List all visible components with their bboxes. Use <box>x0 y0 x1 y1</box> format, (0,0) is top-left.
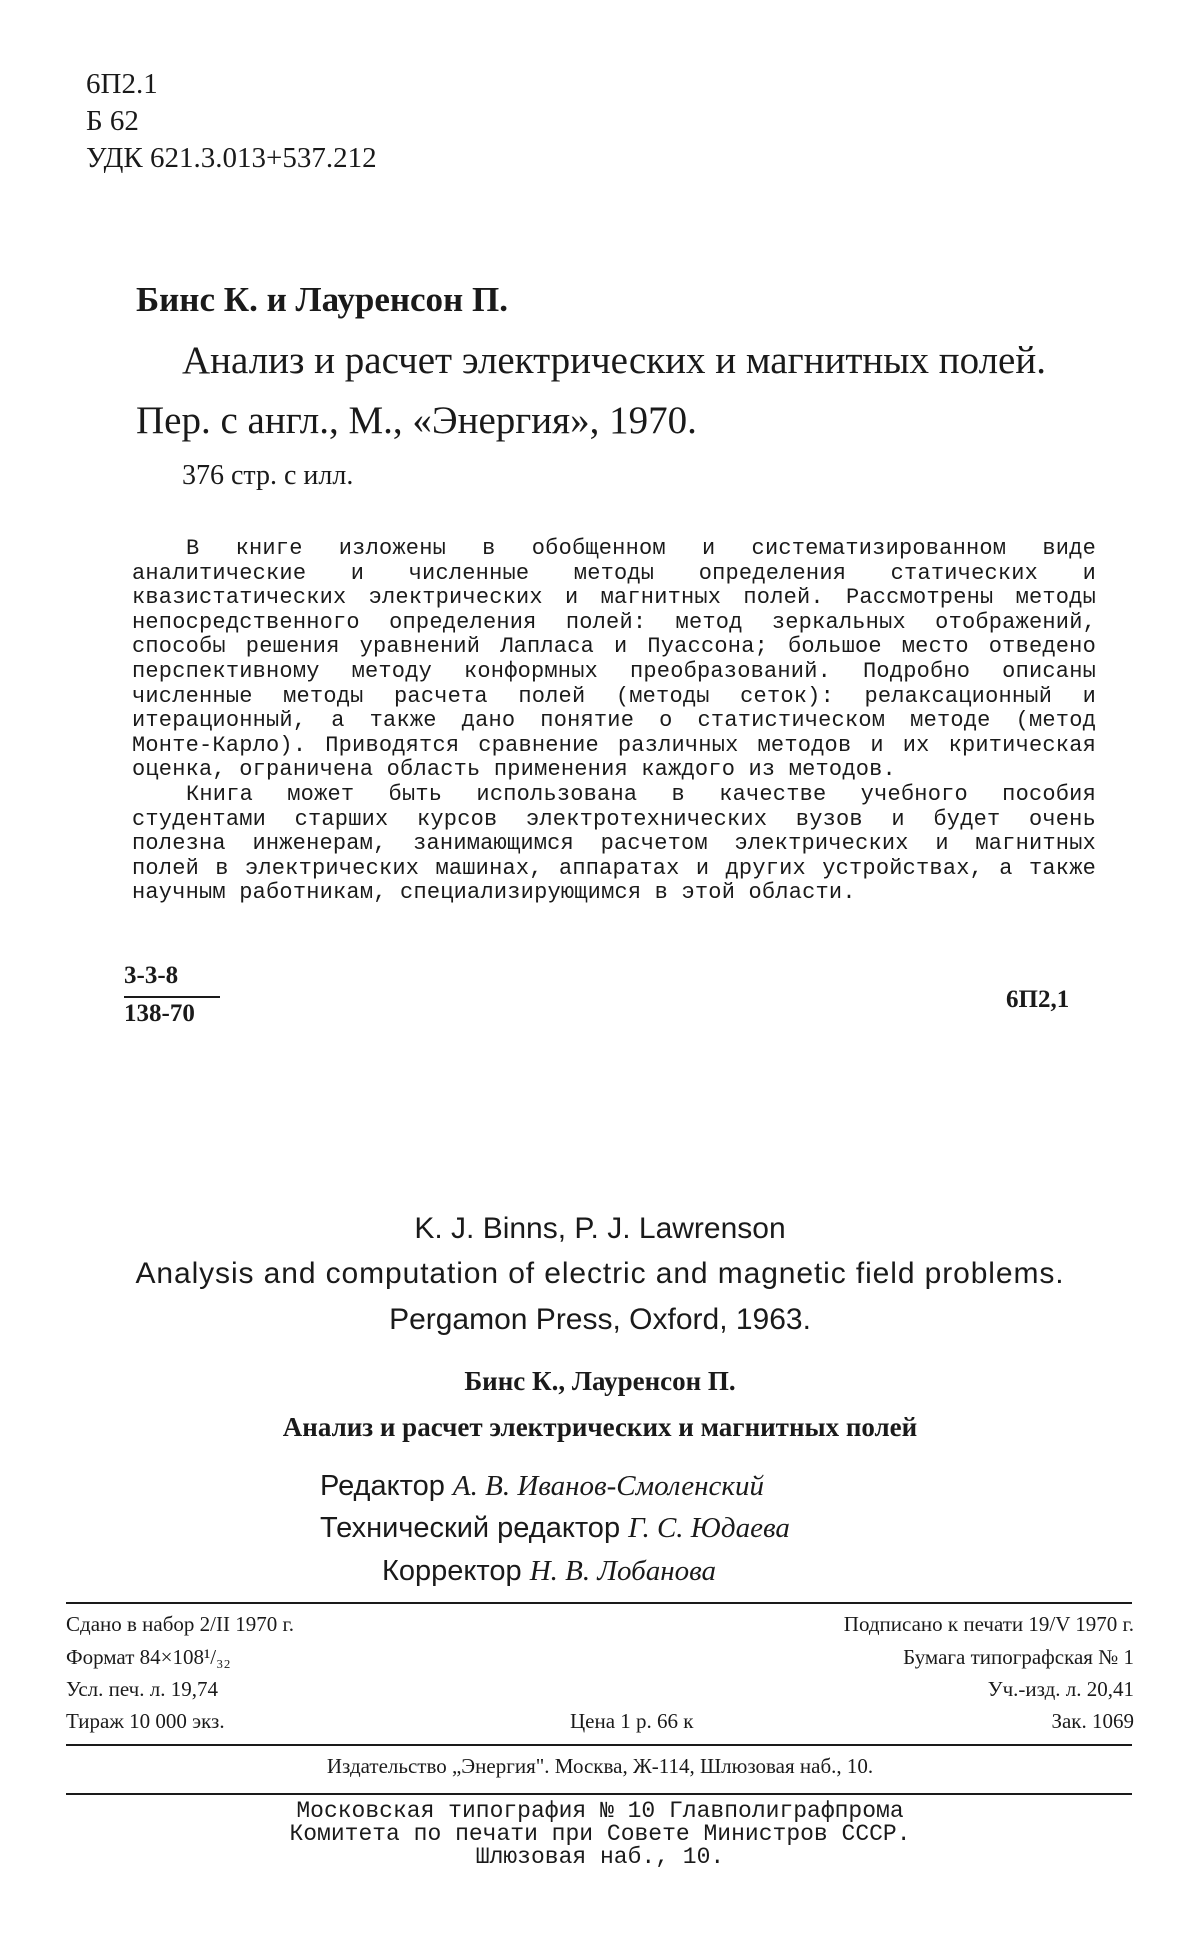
classification-code-bottom: 6П2,1 <box>1006 986 1070 1013</box>
editor-label: Редактор <box>320 1470 445 1502</box>
code-numerator: 3-3-8 <box>124 962 179 989</box>
fraction-line <box>124 996 220 998</box>
publisher-address: Издательство „Энергия". Москва, Ж-114, Шлюзовая наб., 10. <box>326 1754 874 1778</box>
author-mark: Б 62 <box>86 105 139 137</box>
order-number: Зак. 1069 <box>1051 1709 1134 1733</box>
corrector-label: Корректор <box>382 1555 522 1587</box>
corrector-name: Н. В. Лобанова <box>529 1555 716 1587</box>
printer-line: Комитета по печати при Совете Министров СССР. <box>289 1821 911 1847</box>
classification-code: 6П2.1 <box>86 68 158 100</box>
abstract-paragraph: Книга может быть использована в качестве учебного пособия студентами старших курсов электротехнических вузов и будет очень полезна инженерам, занимающимся расчетом электрических и магнитных полей в электрических машинах, аппаратах и других устройствах, а также научным работникам, специализирующимся в этой области. <box>132 781 1096 906</box>
udk-code: УДК 621.3.013+537.212 <box>86 142 377 174</box>
divider <box>66 1602 1132 1604</box>
printer-line: Московская типография № 10 Главполиграфпрома <box>296 1798 904 1824</box>
tech-editor-label: Технический редактор <box>320 1512 621 1544</box>
format: Формат 84×108¹/₃₂ <box>66 1645 231 1669</box>
tech-editor-credit <box>320 1512 790 1545</box>
paper-type: Бумага типографская № 1 <box>903 1645 1134 1669</box>
original-publisher: Pergamon Press, Oxford, 1963. <box>389 1303 811 1336</box>
card-authors: Бинс К. и Лауренсон П. <box>136 280 508 319</box>
card-title: Анализ и расчет электрических и магнитных полей. <box>182 339 1046 382</box>
price: Цена 1 р. 66 к <box>570 1709 694 1733</box>
divider <box>66 1793 1132 1795</box>
editor-credit <box>320 1470 764 1503</box>
corrector-credit <box>382 1555 716 1588</box>
publisher-sheets: Уч.-изд. л. 20,41 <box>987 1677 1134 1701</box>
tech-editor-name: Г. С. Юдаева <box>628 1512 790 1544</box>
card-publication: Пер. с англ., М., «Энергия», 1970. <box>136 399 697 442</box>
printer-info <box>60 1800 1140 1869</box>
russian-authors: Бинс К., Лауренсон П. <box>464 1366 736 1396</box>
original-authors: K. J. Binns, P. J. Lawrenson <box>414 1212 786 1245</box>
editor-name: А. В. Иванов-Смоленский <box>452 1470 764 1502</box>
code-denominator: 138-70 <box>124 1000 195 1027</box>
divider <box>66 1744 1132 1746</box>
print-run: Тираж 10 000 экз. <box>66 1709 225 1733</box>
original-title: Analysis and computation of electric and magnetic field problems. <box>135 1257 1065 1290</box>
classification-block <box>86 66 377 177</box>
print-sheets: Усл. печ. л. 19,74 <box>66 1677 218 1701</box>
signed-date: Подписано к печати 19/V 1970 г. <box>843 1612 1134 1636</box>
submitted-date: Сдано в набор 2/II 1970 г. <box>66 1612 294 1636</box>
card-pages: 376 стр. с илл. <box>182 460 354 491</box>
abstract-paragraph: В книге изложены в обобщенном и систематизированном виде аналитические и численные методы определения статических и квазистатических электрических и магнитных полей. Рассмотрены методы непосредственного определения полей: метод зеркальных отображений, способы решения уравнений Лапласа и Пуассона; большое место отведено перспективному методу конформных преобразований. Подробно описаны численные методы расчета полей (методы сеток): релаксационный и итерационный, а также дано понятие о статистическом методе (метод Монте-Карло). Приводятся сравнение различных методов и их критическая оценка, ограничена область применения каждого из методов. <box>132 536 1096 783</box>
russian-title: Анализ и расчет электрических и магнитных полей <box>282 1412 918 1442</box>
printer-line: Шлюзовая наб., 10. <box>475 1844 725 1870</box>
abstract <box>132 537 1096 906</box>
